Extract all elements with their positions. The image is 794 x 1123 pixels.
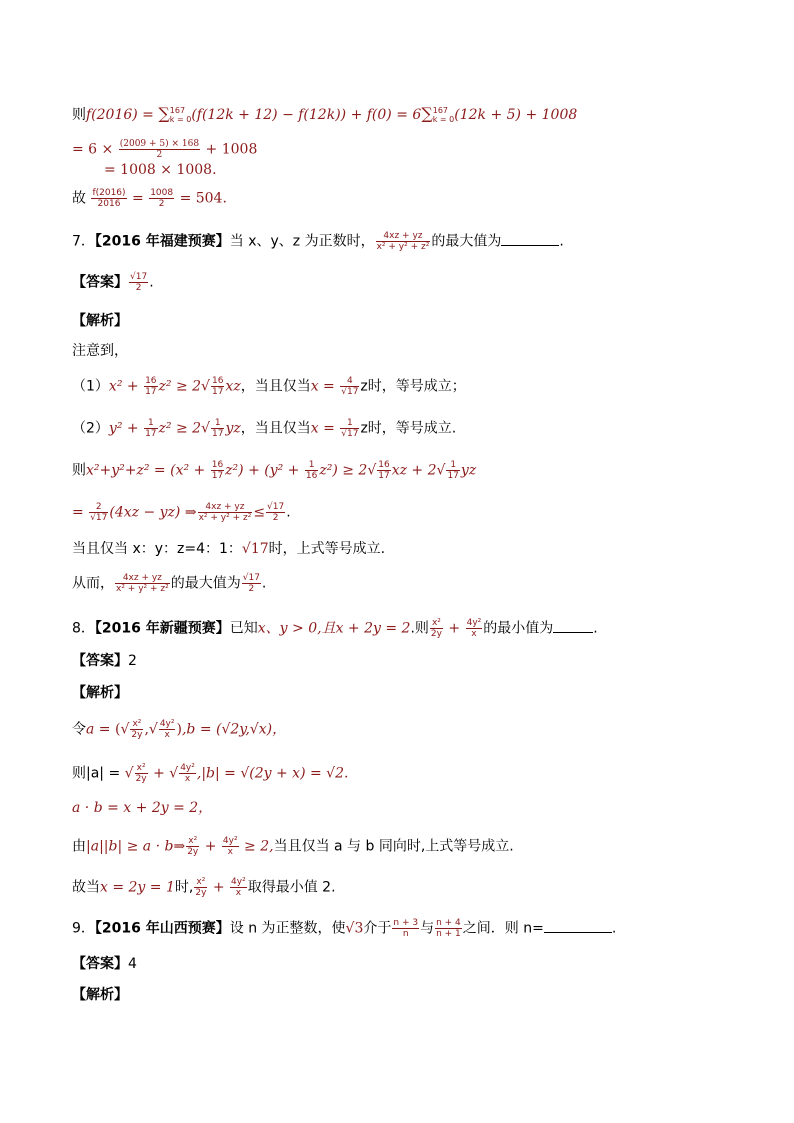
solution-line-f2016-sum: 则f(2016) = ∑ 167 k = 0 (f(12k + 12) − f(12k)) + f(0) = 6∑ 167 k = 0 (12k + 5) + 1008 [72, 104, 578, 124]
analysis-8-heading: 【解析】 [72, 685, 128, 701]
question-9: 9．【2016 年山西预赛】设 n 为正整数，使√3介于 $\frac{n + 3}{n}$ 与 $\frac{n + 4}{n + 1}$ 之间．则 n= . [72, 918, 617, 939]
solution-line-eq6: = 6 × $\frac{(2009 + 5) \times 168}{2}$ + 1008 [72, 139, 258, 160]
analysis-8-inequality: 由|a||b| ≥ a · b⇒ $\frac{\text{x²}}{2y}$ + $\frac{\text{4y²}}{x}$ ≥ 2,当且仅当 a 与 b 同向时,上式等号成立. [72, 836, 514, 857]
answer-7: 【答案】 $\frac{√17}{2}$ . [72, 272, 154, 293]
answer-9: 【答案】4 [72, 956, 137, 972]
analysis-7-step4: = $\frac{2}{√17}$ (4xz − yz) ⇒ $\frac{4xz + yz}{\text{x² + y² + z²}}$ ≤ $\frac{√17}{2}$ . [72, 502, 291, 523]
analysis-9-heading: 【解析】 [72, 987, 128, 1003]
solution-line-product: = 1008 × 1008. [104, 162, 217, 178]
analysis-7-step1: （1）x² + $\frac{16}{17}$ z² ≥ 2√ $\frac{16}{17}$ xz，当且仅当x = $\frac{4}{√17}$ z时，等号成立； [72, 376, 466, 397]
question-8: 8．【2016 年新疆预赛】已知x、y > 0,且x + 2y = 2.则 $\frac{\text{x²}}{2y}$ + $\frac{\text{4y²}}{x}$ 的最小值为 . [72, 618, 598, 639]
analysis-7-heading: 【解析】 [72, 313, 128, 329]
analysis-8-magnitudes: 则|a| = √ $\frac{\text{x²}}{2y}$ + √ $\frac{\text{4y²}}{x}$ ,|b| = √(2y + x) = √2. [72, 763, 349, 784]
answer-8: 【答案】2 [72, 653, 137, 669]
analysis-7-conclusion: 从而， $\frac{4xz + yz}{\text{x² + y² + z²}}$ 的最大值为 $\frac{√17}{2}$ . [72, 573, 267, 594]
analysis-7-note: 注意到， [72, 343, 128, 359]
analysis-8-vectors: 令a = (√ $\frac{\text{x²}}{2y}$ ,√ $\frac{\text{4y²}}{x}$ ),b = (√2y,√x)， [72, 719, 287, 740]
analysis-7-step2: （2）y² + $\frac{1}{17}$ z² ≥ 2√ $\frac{1}{17}$ yz，当且仅当x = $\frac{1}{√17}$ z时，等号成立. [72, 418, 457, 439]
analysis-8-conclusion: 故当x = 2y = 1时, $\frac{\text{x²}}{2y}$ + $\frac{\text{4y²}}{x}$ 取得最小值 2. [72, 877, 336, 898]
analysis-7-equality: 当且仅当 x：y：z=4：1：√17时，上式等号成立. [72, 541, 386, 557]
question-7: 7．【2016 年福建预赛】当 x、y、z 为正数时， $\frac{4xz + yz}{\text{x² + y² + z²}}$ 的最大值为 . [72, 231, 564, 252]
analysis-7-step3: 则x²+y²+z² = (x² + $\frac{16}{17}$ z²) + (y² + $\frac{1}{16}$ z²) ≥ 2√ $\frac{16}{17}$ xz + 2√ $\frac{1}{17}$ yz [72, 460, 477, 481]
analysis-8-dot-product: a · b = x + 2y = 2， [72, 800, 213, 816]
solution-line-result-504: 故 $\frac{f(2016)}{2016}$ = $\frac{1008}{2}$ = 504. [72, 188, 227, 209]
